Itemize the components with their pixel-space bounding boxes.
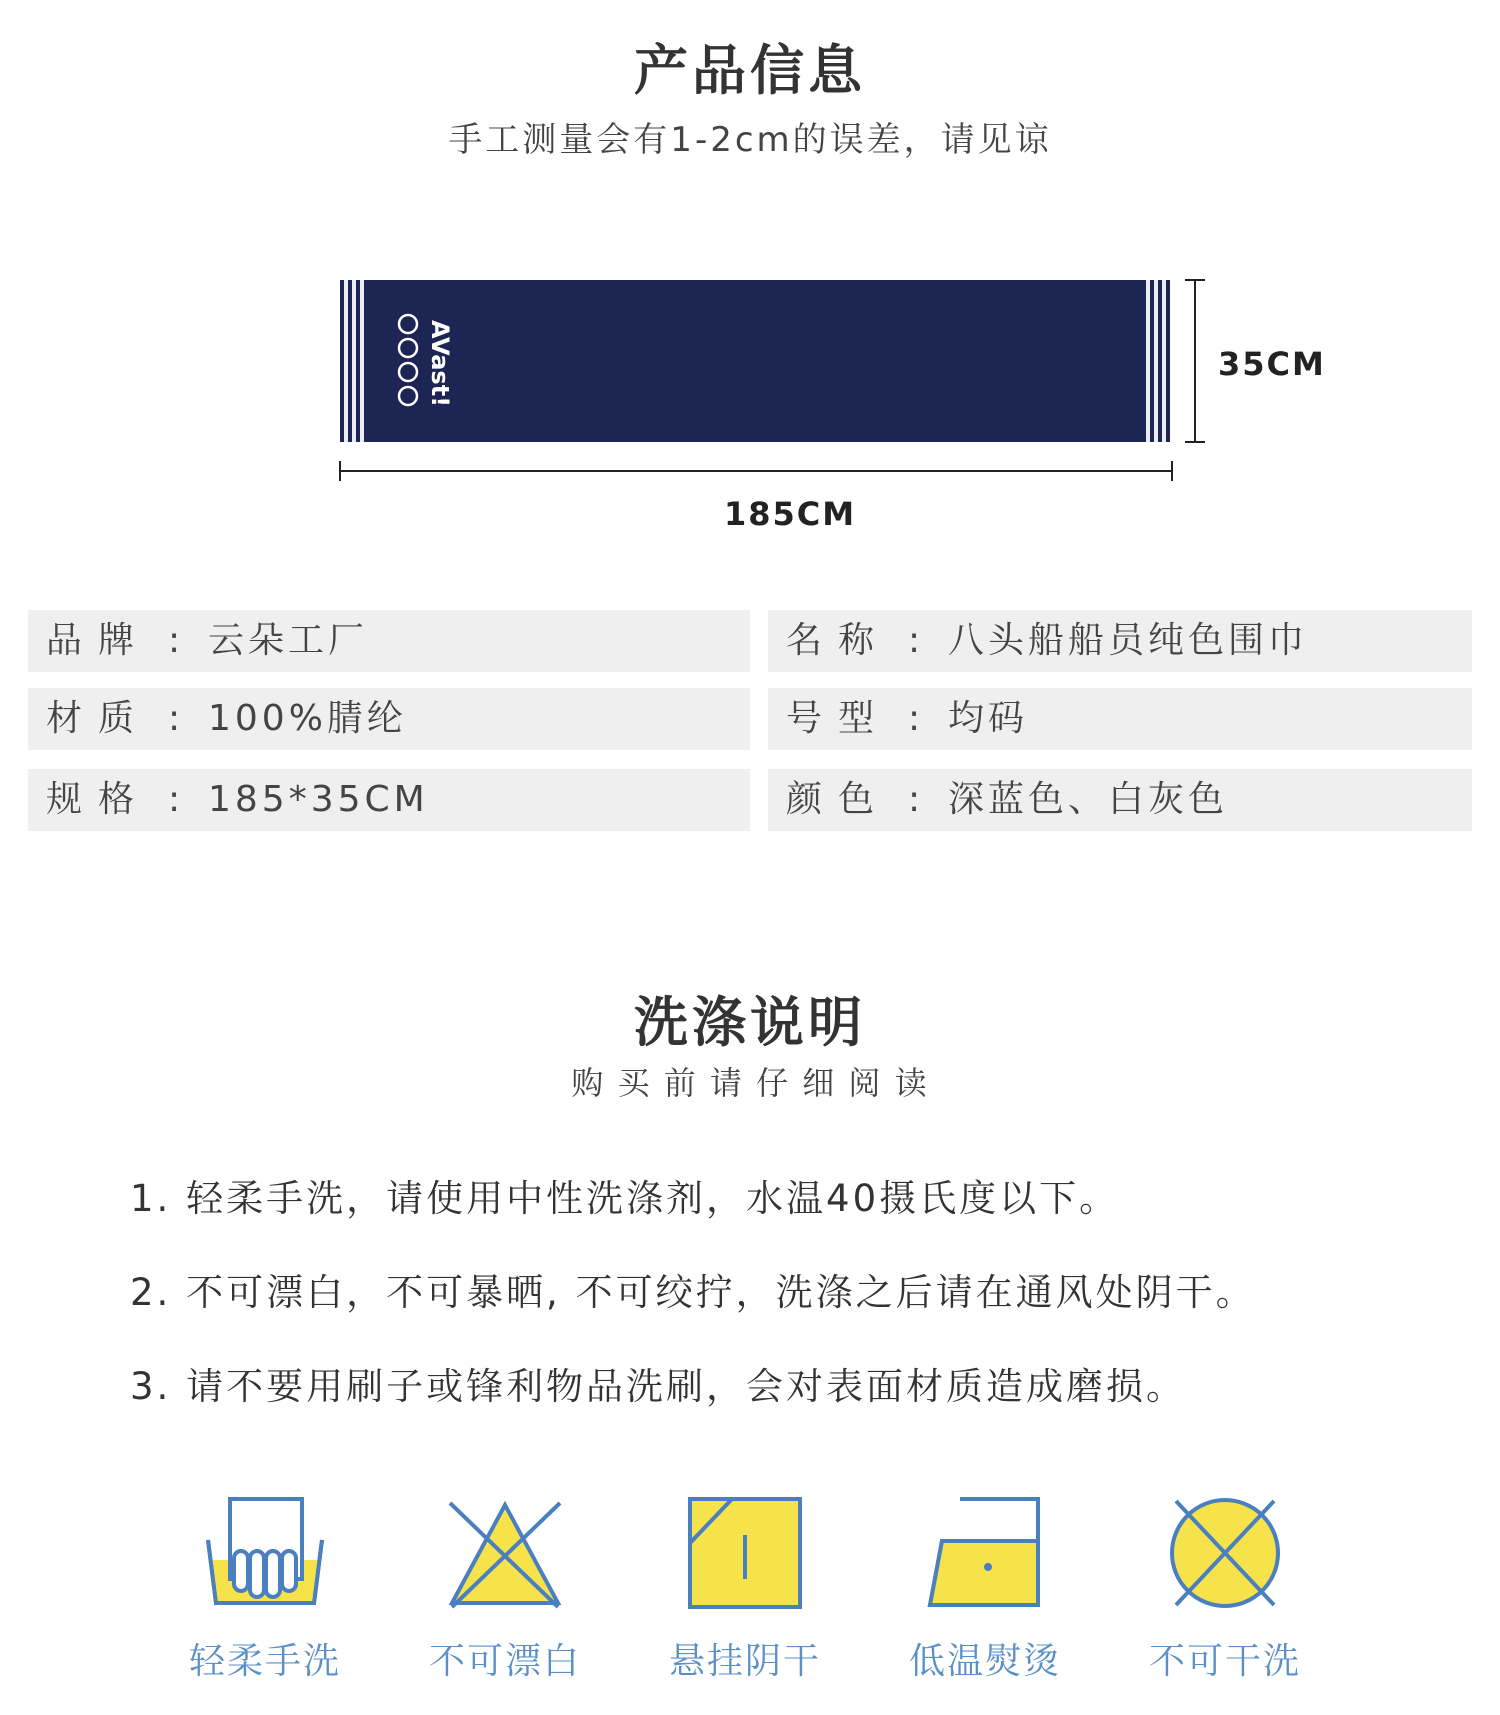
height-label: 35CM	[1218, 345, 1326, 383]
spec-label: 名称	[786, 620, 891, 661]
spec-row-name	[768, 610, 1472, 672]
spec-label: 号型	[786, 698, 891, 739]
hand-wash-icon	[200, 1495, 330, 1615]
spec-colon: :	[168, 698, 181, 739]
spec-value: 185*35CM	[208, 779, 429, 820]
instruction-2: 2. 不可漂白，不可暴晒, 不可绞拧，洗涤之后请在通风处阴干。	[130, 1271, 1256, 1314]
spec-row-color	[768, 769, 1472, 831]
washing-subtitle: 购 买 前 请 仔 细 阅 读	[571, 1064, 929, 1102]
spec-colon: :	[908, 620, 921, 661]
spec-colon: :	[168, 779, 181, 820]
width-dimension-line	[338, 458, 1174, 484]
no-bleach-icon	[440, 1495, 570, 1615]
hang-dry-shade-icon	[680, 1495, 810, 1615]
care-item-no-bleach	[405, 1495, 605, 1684]
spec-row-fit	[768, 688, 1472, 750]
care-label: 悬挂阴干	[668, 1641, 821, 1682]
spec-row-size	[28, 769, 750, 831]
instruction-3: 3. 请不要用刷子或锋利物品洗刷，会对表面材质造成磨损。	[130, 1365, 1187, 1408]
care-item-hand-wash	[165, 1495, 365, 1684]
care-item-hang-dry	[645, 1495, 845, 1684]
spec-colon: :	[168, 620, 181, 661]
spec-value: 深蓝色、白灰色	[948, 779, 1229, 820]
spec-row-brand	[28, 610, 750, 672]
spec-colon: :	[908, 779, 921, 820]
spec-label: 品牌	[46, 620, 151, 661]
spec-colon: :	[908, 698, 921, 739]
low-iron-icon	[920, 1495, 1050, 1615]
product-info-subtitle: 手工测量会有1-2cm的误差，请见谅	[448, 120, 1052, 160]
spec-value: 均码	[948, 698, 1029, 739]
care-label: 不可漂白	[428, 1641, 581, 1682]
care-label: 不可干洗	[1148, 1641, 1301, 1682]
scarf-logo-text: AVast!	[426, 320, 454, 408]
spec-row-material	[28, 688, 750, 750]
spec-value: 100%腈纶	[208, 698, 407, 739]
care-label: 低温熨烫	[908, 1641, 1061, 1682]
no-dry-clean-icon	[1160, 1495, 1290, 1615]
instruction-1: 1. 轻柔手洗，请使用中性洗涤剂，水温40摄氏度以下。	[130, 1177, 1120, 1220]
spec-label: 材质	[46, 698, 151, 739]
care-label: 轻柔手洗	[188, 1641, 341, 1682]
width-label: 185CM	[723, 495, 857, 533]
product-info-title: 产品信息	[634, 39, 866, 102]
care-item-no-dry-clean	[1125, 1495, 1325, 1684]
spec-label: 颜色	[786, 779, 891, 820]
scarf-logo	[386, 302, 466, 422]
spec-value: 八头船船员纯色围巾	[948, 620, 1309, 661]
height-dimension-line	[1180, 278, 1210, 446]
spec-label: 规格	[46, 779, 151, 820]
care-item-low-iron	[885, 1495, 1085, 1684]
washing-title: 洗涤说明	[634, 991, 866, 1054]
spec-value: 云朵工厂	[208, 620, 369, 661]
